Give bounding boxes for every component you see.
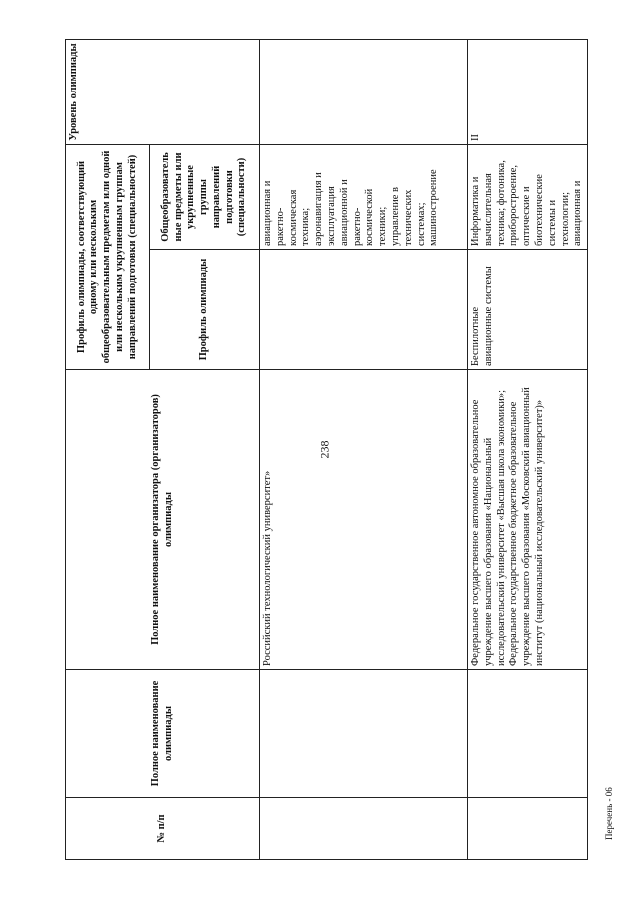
header-num: № п/п: [66, 798, 260, 860]
header-profile: Профиль олимпиады: [150, 250, 260, 370]
row-level: [260, 40, 468, 145]
row-subjects: Информатика и вычислительная техника; фотоника, приборостроение, оптические и биотехнические системы и технологии; авиационная и: [468, 145, 588, 250]
table-row: [260, 40, 468, 860]
header-name: Полное наименование олимпиады: [66, 670, 260, 798]
row-name: [468, 670, 588, 798]
row-num: [260, 798, 468, 860]
row-num: [468, 798, 588, 860]
header-level: Уровень олимпиады: [66, 40, 260, 145]
row-organizer: Российский технологический университет»: [260, 370, 468, 670]
header-subjects: Общеобразователь ные предметы или укрупненные группы направлений подготовки (специальности): [150, 145, 260, 250]
olympiad-table: [65, 39, 588, 860]
row-profile: [260, 250, 468, 370]
row-organizer: Федеральное государственное автономное образовательное учреждение высшего образования «Национальный исследовательский университет «Высшая школа экономики»; Федеральное государственное бюджетное образовательное учреждение высшего образования «Московский авиационный институт (национальный исследовательский университет)»: [468, 370, 588, 670]
row-profile: Беспилотные авиационные системы: [468, 250, 588, 370]
header-organizer: Полное наименование организатора (организаторов) олимпиады: [66, 370, 260, 670]
olympiad-table-rotated: [65, 40, 587, 860]
row-level: II: [468, 40, 588, 145]
header-profile-group: Профиль олимпиады, соответствующий одному или нескольким общеобразовательным предметам или одной или нескольким укрупненным группам направлений подготовки (специальностей): [66, 145, 150, 370]
row-name: [260, 670, 468, 798]
page-number: 238: [317, 440, 332, 459]
row-subjects: авиационная и ракетно- космическая техника; аэронавигация и эксплуатация авиационной и ракетно- космической техники; управление в технических системах; машиностроение: [260, 145, 468, 250]
table-row: [468, 40, 588, 860]
footer-note: Перечень - 06: [604, 787, 614, 840]
